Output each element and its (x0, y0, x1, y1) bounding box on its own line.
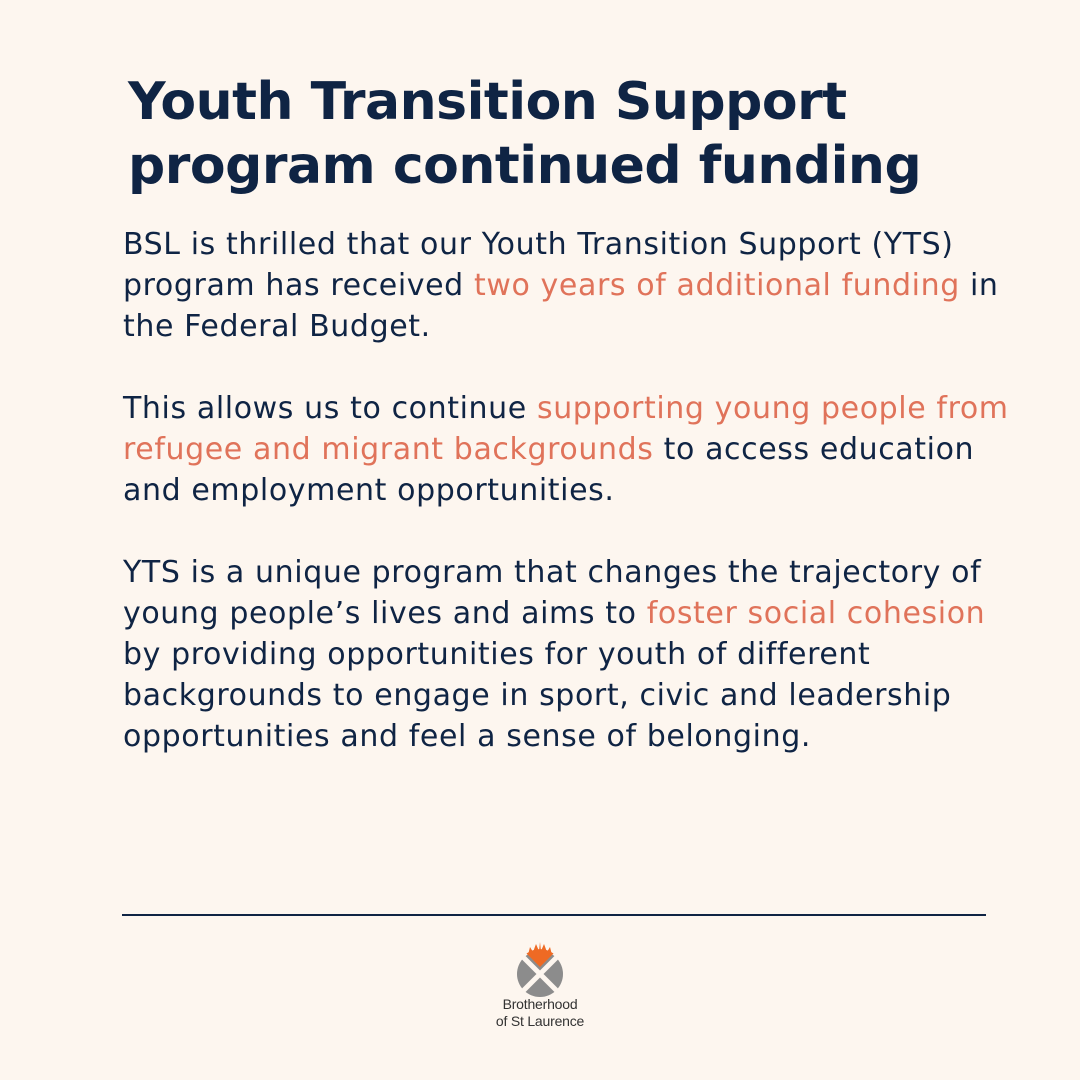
divider (122, 914, 986, 916)
title-line-1: Youth Transition Support (128, 72, 847, 132)
body-text (123, 224, 1023, 798)
brotherhood-logo (480, 936, 600, 1036)
paragraph-3-text-1: YTS is a unique program that changes the trajectory of young people’s lives and aims to (123, 555, 982, 631)
paragraph-1-text-2: in the Federal Budget. (123, 268, 999, 344)
paragraph-unique-program (123, 552, 1023, 757)
logo-line-1: Brotherhood (502, 996, 578, 1012)
title-line-2: program continued funding (128, 136, 922, 196)
paragraph-2-text-1: This allows us to continue (123, 391, 537, 426)
logo-text (480, 996, 600, 1030)
logo-line-2: of St Laurence (495, 1013, 585, 1029)
paragraph-1-text-1: BSL is thrilled that our Youth Transition Support (YTS) program has received (123, 227, 954, 303)
paragraph-support (123, 388, 1023, 511)
highlight-supporting-young-people: supporting young people from refugee and migrant backgrounds (123, 391, 1009, 467)
paragraph-2-text-2: to access education and employment opportunities. (123, 432, 975, 508)
page-title (128, 70, 1028, 198)
paragraph-3-text-2: by providing opportunities for youth of different backgrounds to engage in sport, civic and leadership opportunities and feel a sense of belonging. (123, 637, 952, 754)
highlight-social-cohesion: foster social cohesion (646, 596, 986, 631)
brotherhood-cross-flame-icon (510, 938, 570, 998)
paragraph-funding (123, 224, 1023, 347)
highlight-two-years-funding: two years of additional funding (473, 268, 960, 303)
